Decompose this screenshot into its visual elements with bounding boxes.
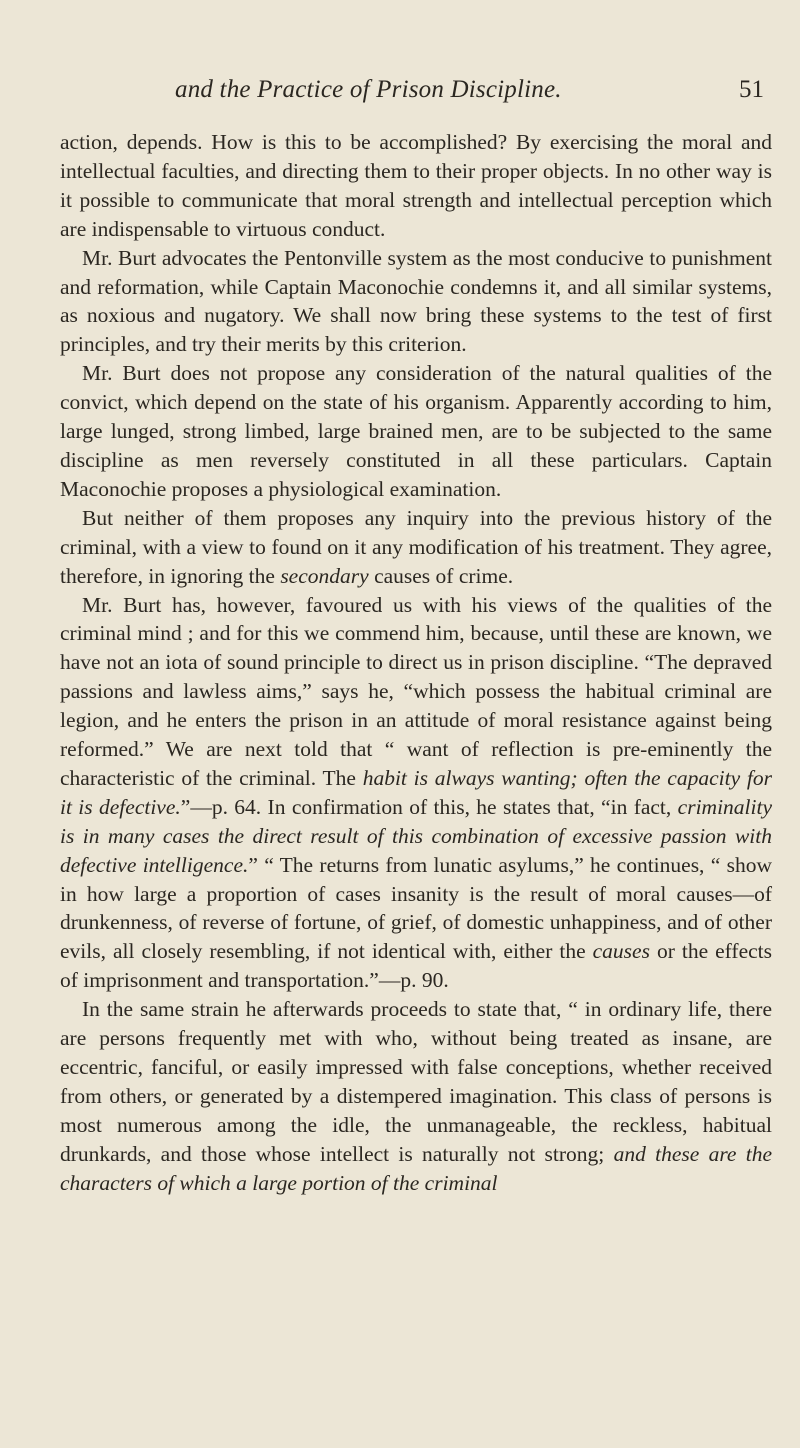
italic-run: and these are the characters of which a large portion of the criminal (60, 1141, 772, 1195)
paragraph (60, 995, 772, 1197)
text-run: action, depends. How is this to be accomplished? By exercising the moral and intellectual faculties, and directing them to their proper objects. In no other way is it possible to communicate that moral strength and intellectual perception which are indispensable to virtuous conduct. (60, 130, 772, 241)
page-header (60, 76, 770, 110)
paragraph (60, 359, 772, 504)
text-run: In the same strain he afterwards proceeds to state that, “ in ordinary life, there are persons frequently met with who, without being treated as insane, are eccentric, fanciful, or easily impressed with false conceptions, whether received from others, or generated by a distempered imagination. This class of persons is most numerous among the idle, the unmanageable, the reckless, habitual drunkards, and those whose intellect is naturally not strong; (60, 997, 772, 1166)
text-run: or the effects of imprisonment and transportation.”—p. 90. (60, 939, 772, 993)
paragraph (60, 504, 772, 591)
paragraph (60, 128, 772, 244)
text-run: Mr. Burt has, however, favoured us with his views of the qualities of the criminal mind ; and for this we commend him, because, until these are known, we have not an iota of sound principle to direct us in prison discipline. “The depraved passions and lawless aims,” says he, “which possess the habitual criminal are legion, and he enters the prison in an attitude of moral resistance against being reformed.” We are next told that “ want of reflection is pre-eminently the characteristic of the criminal. The (60, 592, 772, 790)
italic-run: habit is always wanting; often the capacity for it is defective. (60, 765, 772, 819)
text-run: Mr. Burt does not propose any consideration of the natural qualities of the convict, which depend on the state of his organism. Apparently according to him, large lunged, strong limbed, large brained men, are to be subjected to the same discipline as men reversely constituted in all these particulars. Captain Maconochie proposes a physiological examination. (60, 361, 772, 501)
text-run: causes of crime. (368, 563, 514, 588)
text-run: ”—p. 64. In confirmation of this, he states that, “in fact, (180, 794, 678, 819)
running-title: and the Practice of Prison Discipline. (175, 76, 562, 103)
italic-run: secondary (280, 563, 369, 588)
italic-run: causes (592, 939, 650, 964)
text-run: Mr. Burt advocates the Pentonville system as the most conducive to punishment and reformation, while Captain Maconochie condemns it, and all similar systems, as noxious and nugatory. We shall now bring these systems to the test of first principles, and try their merits by this criterion. (60, 245, 772, 357)
paragraph (60, 244, 772, 360)
body-text (60, 128, 772, 1198)
page-number: 51 (739, 76, 764, 103)
text-run: But neither of them proposes any inquiry into the previous history of the criminal, with a view to found on it any modification of his treatment. They agree, therefore, in ignoring the (60, 505, 772, 588)
italic-run: criminality is in many cases the direct result of this combination of excessive passion with defective intelligence. (60, 794, 773, 877)
text-run: ” “ The returns from lunatic asylums,” he continues, “ show in how large a proportion of cases insanity is the result of moral causes—of drunkenness, of reverse of fortune, of grief, of domestic unhappiness, and of other evils, all closely resembling, if not identical with, either the (60, 852, 772, 964)
paragraph (60, 591, 772, 996)
